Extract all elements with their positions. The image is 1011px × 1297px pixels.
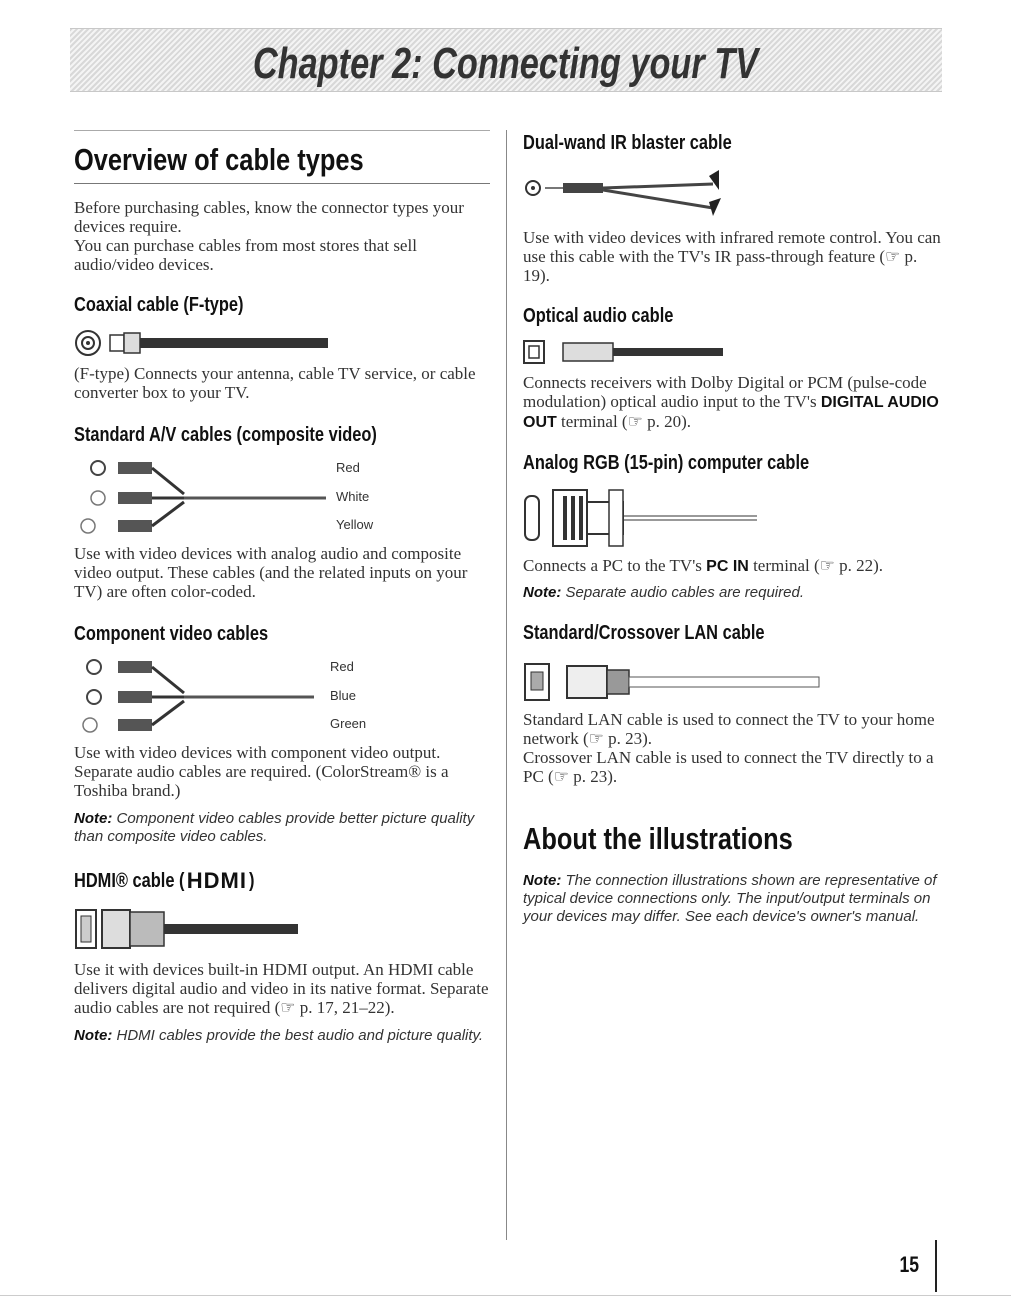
overview-rule — [74, 130, 490, 131]
hdmi-text: Use it with devices built-in HDMI output. An HDMI cable delivers digital audio and video in its native format. Separate audio cables are not required (☞ p. 17, 21–22). — [74, 960, 489, 1017]
rgb-note-text: Separate audio cables are required. — [565, 584, 804, 601]
rgb-note-label: Note: — [523, 584, 562, 601]
rgb-cable-icon — [523, 486, 763, 550]
hdmi-note-label: Note: — [74, 1027, 113, 1044]
illustrations-heading: About the illustrations — [523, 821, 793, 856]
illustrations-note-text: The connection illustrations shown are representative of typical device connections only. The input/output terminals on your devices may differ. See each device's owner's manual. — [523, 872, 937, 925]
page-number-bar — [935, 1240, 937, 1292]
coaxial-text: (F-type) Connects your antenna, cable TV service, or cable converter box to your TV. — [74, 364, 476, 402]
hdmi-note-text: HDMI cables provide the best audio and picture quality. — [116, 1027, 484, 1044]
illustrations-note — [523, 872, 943, 926]
pc-in-term: PC IN — [706, 558, 749, 575]
component-label-red: Red — [330, 659, 354, 674]
hdmi-logo: HDMI — [186, 868, 247, 893]
component-label-green: Green — [330, 716, 367, 731]
hdmi-heading-text: HDMI® cable ( — [74, 870, 185, 892]
lan-cable-icon — [523, 658, 823, 706]
component-cable-icon — [74, 653, 324, 739]
optical-text — [523, 373, 943, 432]
rgb-heading: Analog RGB (15-pin) computer cable — [523, 452, 810, 474]
overview-intro-1: Before purchasing cables, know the connector types your devices require. — [74, 198, 464, 236]
chapter-title: Chapter 2: Connecting your TV — [252, 39, 759, 88]
illustrations-note-label: Note: — [523, 872, 562, 889]
coaxial-heading: Coaxial cable (F-type) — [74, 294, 244, 316]
lan-text-1: Standard LAN cable is used to connect the TV to your home network (☞ p. 23). — [523, 710, 935, 748]
overview-heading-wrap — [74, 141, 490, 184]
component-text: Use with video devices with component video output. Separate audio cables are required. (ColorStream® is a Toshiba brand.) — [74, 743, 449, 800]
overview-intro-2: You can purchase cables from most stores that sell audio/video devices. — [74, 236, 417, 274]
irblaster-text: Use with video devices with infrared remote control. You can use this cable with the TV's IR pass-through feature (☞ p. 19). — [523, 228, 941, 285]
rgb-text-post: terminal (☞ p. 22). — [753, 556, 884, 575]
left-column — [74, 130, 490, 1045]
hdmi-cable-icon — [74, 906, 304, 954]
rgb-note — [523, 584, 943, 602]
page-bottom-edge — [0, 1295, 1011, 1296]
optical-heading: Optical audio cable — [523, 305, 674, 327]
optical-text-pre: Connects receivers with Dolby Digital or PCM (pulse-code modulation) optical audio input to the TV's — [523, 373, 927, 411]
optical-cable-icon — [523, 339, 733, 367]
composite-heading: Standard A/V cables (composite video) — [74, 424, 377, 446]
component-cable-figure — [74, 653, 490, 739]
composite-label-yellow: Yellow — [336, 517, 374, 532]
overview-heading: Overview of cable types — [74, 142, 364, 177]
composite-text: Use with video devices with analog audio and composite video output. These cables (and the related inputs on your TV) are often color-coded. — [74, 544, 468, 601]
hdmi-heading — [74, 868, 490, 894]
composite-cable-figure — [74, 454, 490, 540]
hdmi-heading-end: ) — [248, 870, 255, 892]
optical-text-post: terminal (☞ p. 20). — [561, 412, 691, 431]
hdmi-note — [74, 1027, 490, 1045]
column-divider — [506, 130, 507, 1240]
coaxial-cable-icon — [74, 326, 334, 360]
component-label-blue: Blue — [330, 688, 357, 703]
lan-text-2: Crossover LAN cable is used to connect the TV directly to a PC (☞ p. 23). — [523, 748, 934, 786]
composite-label-red: Red — [336, 460, 360, 475]
right-column — [523, 130, 943, 926]
composite-cable-icon — [74, 454, 334, 540]
component-note-text: Component video cables provide better picture quality than composite video cables. — [74, 810, 475, 845]
composite-label-white: White — [336, 489, 370, 504]
irblaster-heading: Dual-wand IR blaster cable — [523, 132, 732, 154]
ir-blaster-cable-icon — [523, 166, 733, 218]
lan-heading: Standard/Crossover LAN cable — [523, 622, 765, 644]
rgb-text — [523, 556, 943, 576]
component-note — [74, 810, 490, 846]
component-note-label: Note: — [74, 810, 113, 827]
digital-audio-out-term: DIGITAL AUDIO OUT — [523, 394, 939, 431]
rgb-text-pre: Connects a PC to the TV's — [523, 556, 702, 575]
component-heading: Component video cables — [74, 623, 269, 645]
page-number: 15 — [899, 1252, 920, 1277]
